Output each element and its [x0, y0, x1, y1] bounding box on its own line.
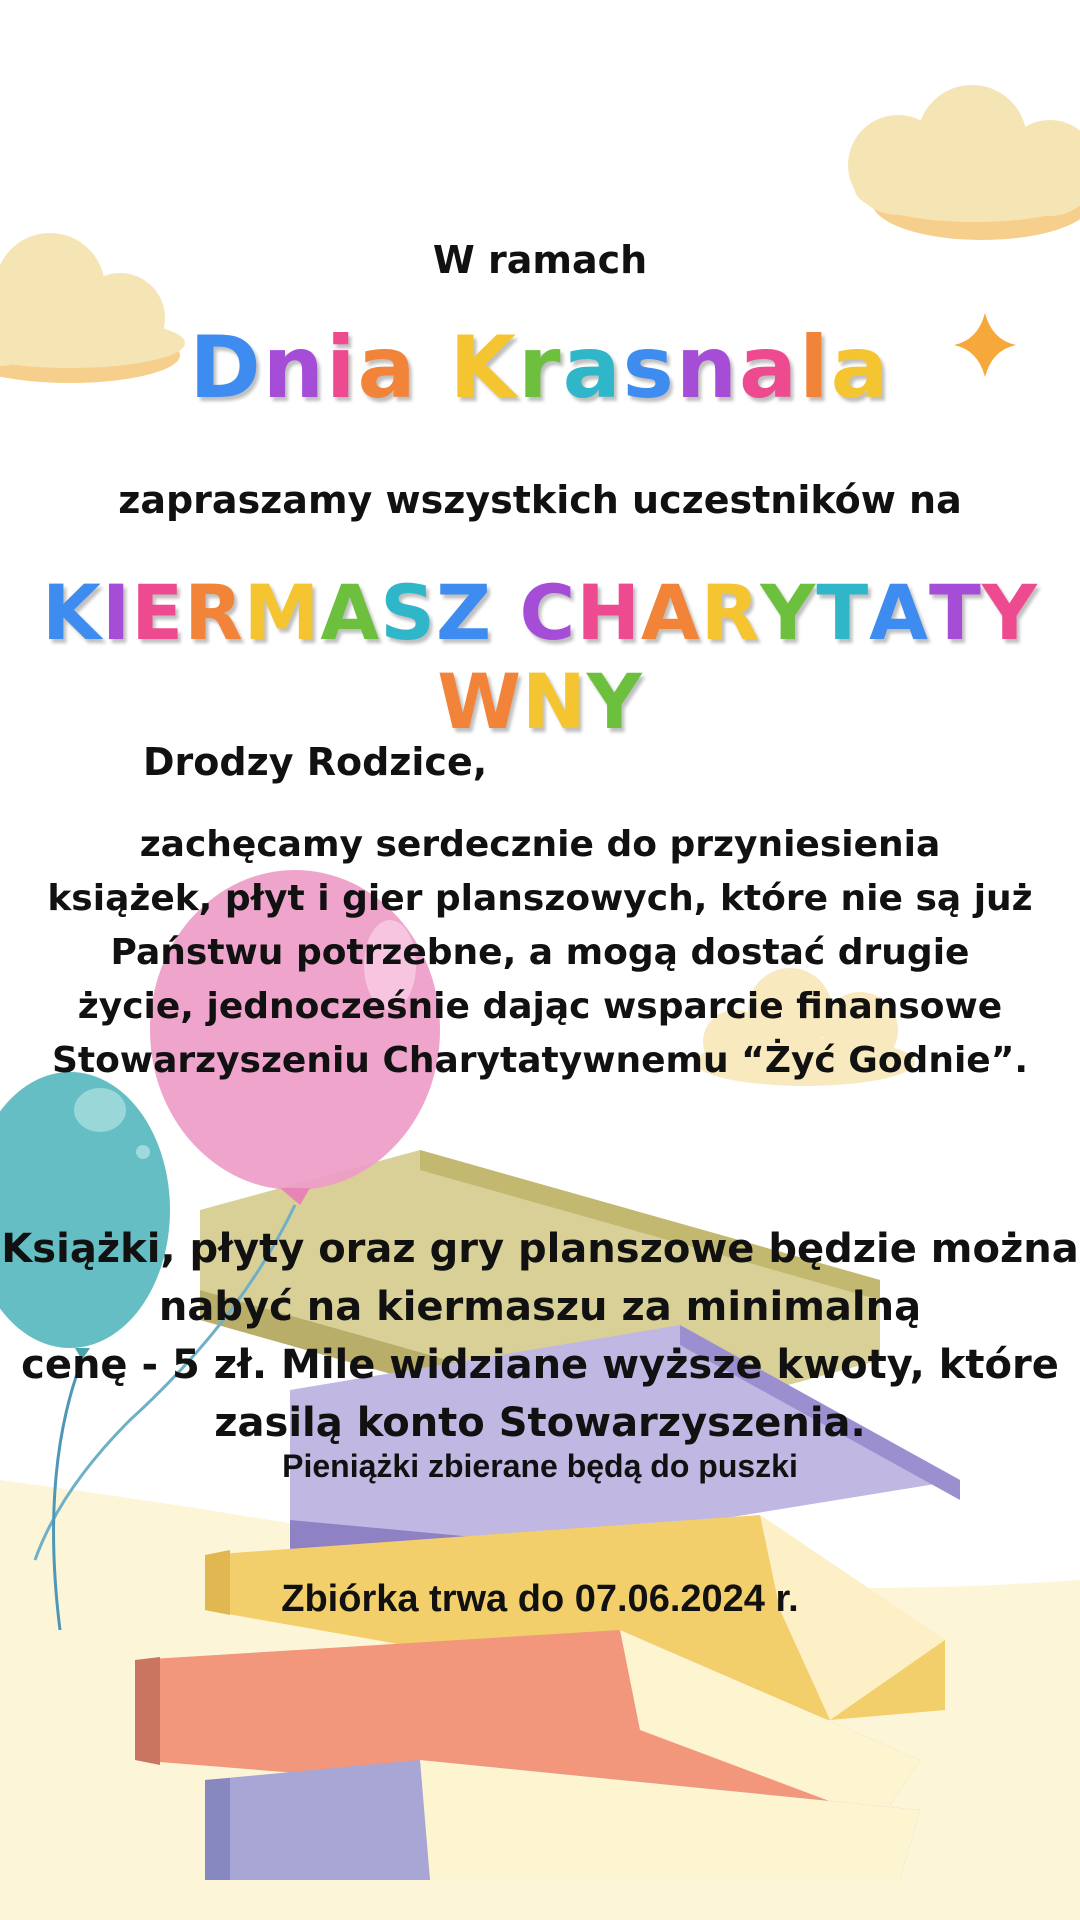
paragraph-line: Stowarzyszeniu Charytatywnemu “Żyć Godnie”.: [51, 1040, 1029, 1081]
title-letter: r: [518, 318, 563, 418]
title-letter: a: [830, 318, 891, 418]
title-letter: l: [799, 318, 831, 418]
title-letter: Y: [586, 657, 643, 746]
title-letter: E: [131, 568, 185, 657]
title-letter: R: [184, 568, 244, 657]
title-letter: T: [816, 568, 870, 657]
sale-line: zasilą konto Stowarzyszenia.: [214, 1400, 866, 1446]
paragraph-line: życie, jednocześnie dając wsparcie finansowe: [77, 986, 1003, 1027]
title-letter: D: [189, 318, 263, 418]
title-letter: Y: [760, 568, 817, 657]
title-letter: A: [320, 568, 381, 657]
title-letter: n: [675, 318, 740, 418]
title-letter: Z: [435, 568, 493, 657]
title-letter: S: [380, 568, 436, 657]
title-letter: a: [562, 318, 623, 418]
cloud-icon: [848, 85, 1080, 240]
title-letter: W: [437, 657, 523, 746]
collection-box-note: Pieniążki zbierane będą do puszki: [282, 1448, 798, 1484]
title-letter: [492, 568, 519, 657]
title-letter: M: [243, 568, 321, 657]
title-letter: T: [929, 568, 982, 657]
sale-line: nabyć na kiermaszu za minimalną: [158, 1284, 922, 1330]
invitation-paragraph: [0, 818, 1080, 1088]
paragraph-line: zachęcamy serdecznie do przyniesienia: [139, 824, 941, 865]
invite-text: zapraszamy wszystkich uczestników na: [118, 478, 962, 522]
title-letter: I: [102, 568, 132, 657]
fair-banner: [0, 568, 1080, 746]
title-letter: N: [522, 657, 587, 746]
title-letter: i: [326, 318, 358, 418]
sale-line: Książki, płyty oraz gry planszowe będzie można: [1, 1226, 1079, 1272]
title-letter: a: [357, 318, 418, 418]
sale-line: cenę - 5 zł. Mile widziane wyższe kwoty, które: [21, 1342, 1059, 1388]
deadline-text: Zbiórka trwa do 07.06.2024 r.: [281, 1578, 799, 1620]
paragraph-line: Państwu potrzebne, a mogą dostać drugie: [110, 932, 970, 973]
title-letter: K: [449, 318, 519, 418]
title-letter: R: [700, 568, 761, 657]
title-letter: a: [739, 318, 800, 418]
title-letter: K: [42, 568, 102, 657]
title-letter: A: [640, 568, 701, 657]
title-letter: n: [262, 318, 326, 418]
paragraph-line: książek, płyt i gier planszowych, które nie są już: [47, 878, 1033, 919]
greeting: Drodzy Rodzice,: [143, 740, 488, 784]
intro-text: W ramach: [432, 238, 648, 282]
title-letter: C: [519, 568, 577, 657]
sale-info: [0, 1220, 1080, 1452]
event-title: [0, 318, 1080, 418]
title-letter: [418, 318, 450, 418]
title-letter: s: [622, 318, 676, 418]
title-letter: H: [576, 568, 641, 657]
title-letter: A: [869, 568, 929, 657]
title-letter: Y: [981, 568, 1038, 657]
